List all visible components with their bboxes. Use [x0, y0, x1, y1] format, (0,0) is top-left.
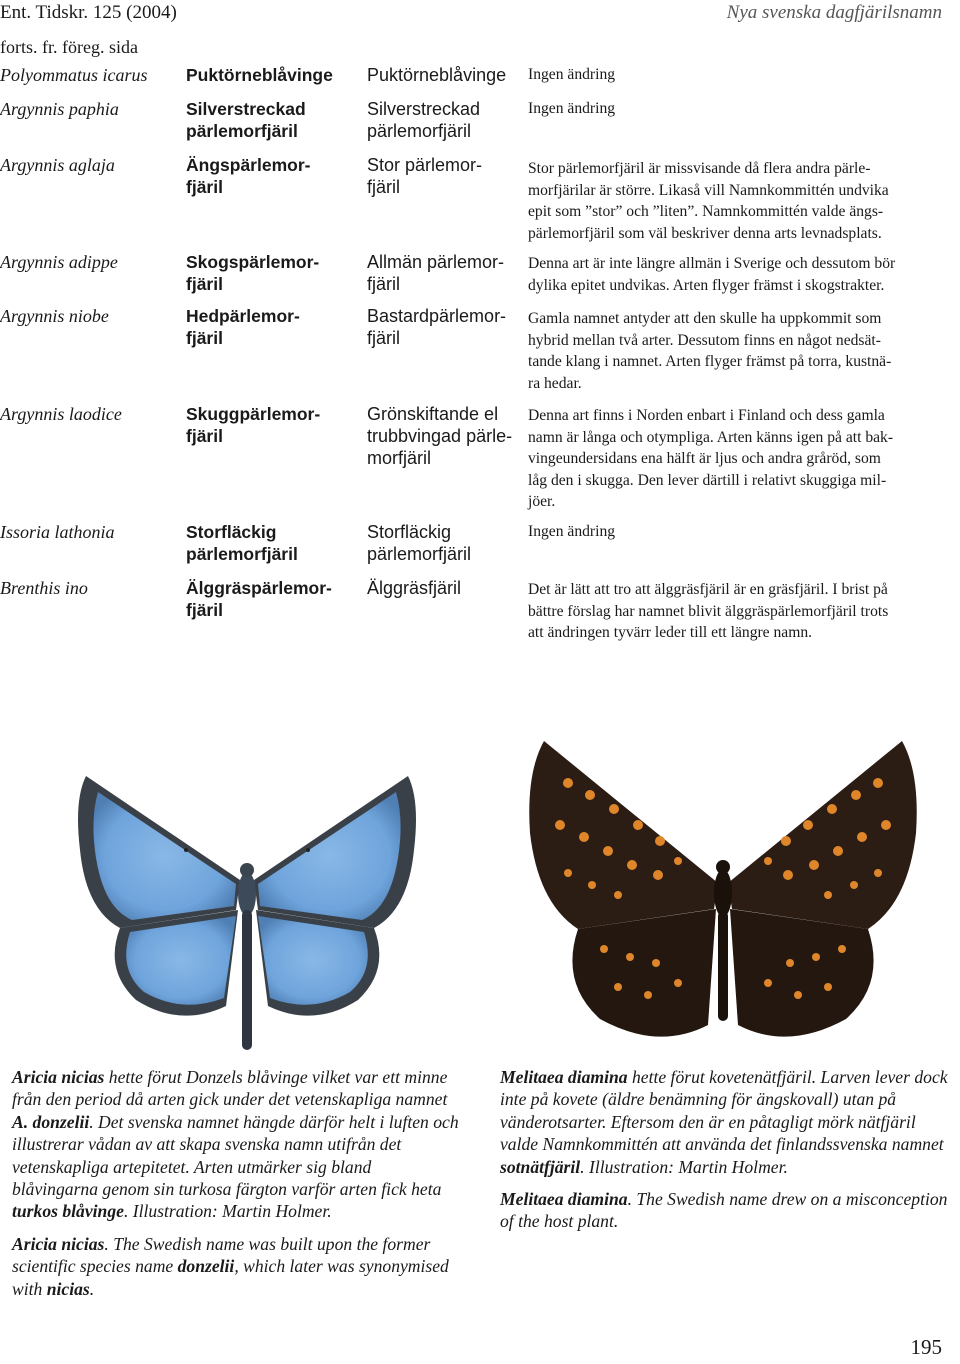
continued-note: forts. fr. föreg. sida: [0, 37, 138, 57]
comment: Denna art är inte längre allmän i Sverige och dessutom bör dylika epitet undvikas. Arten flyger främst i skogstrakter.: [528, 255, 896, 294]
caption-swedish: Aricia nicias hette förut Donzels blåvinge vilket var ett minne från den period då arten gick under det vetenskapliga namnet A. donzelii. Det svenska namnet hängde därför helt i luften och illustrerar vådan av att skapa svenska namn utifrån det vetenskapliga artepitetet. Arten utmärker sig bland blåvingarna genom sin turkosa färgton varför arten fick heta turkos blåvinge. Illustration: Martin Holmer.: [12, 1067, 459, 1222]
scientific-name: Polyommatus icarus: [0, 65, 148, 85]
caption-swedish: Melitaea diamina hette förut kovetenätfjäril. Larven lever dock inte på kovete (äldre benämning för ängskovall) utan på vänderotsarter. Eftersom den är en påtagligt mörk nätfjäril valde Namnkommittén att använda det finlandssvenska namnet sotnätfjäril. Illustration: Martin Holmer.: [500, 1067, 948, 1177]
comment: Stor pärlemorfjäril är missvisande då flera andra pärle- morfjärilar är större. Likaså vill Namnkommittén undvika epit som ”stor” och ”liten”. Namnkommittén valde ängs- pärlemorfjäril som väl beskriver denna arts levnadsplats.: [528, 160, 889, 242]
body: [238, 863, 256, 1050]
new-swedish-name: Skogspärlemor- fjäril: [186, 252, 320, 294]
running-header-left: Ent. Tidskr. 125 (2004): [0, 2, 177, 23]
comment: Ingen ändring: [528, 66, 616, 83]
running-header-right: Nya svenska dagfjärilsnamn: [726, 2, 942, 23]
caption-melitaea-diamina: [500, 1066, 948, 1243]
comment: Det är lätt att tro att älggräsfjäril är en gräsfjäril. I brist på bättre förslag har namnet blivit älggräspärlemorfjäril trots att ändringen tyvärr leder till ett längre namn.: [528, 581, 889, 642]
new-swedish-name: Ängspärlemor- fjäril: [186, 155, 311, 197]
left-forewing: [529, 741, 718, 929]
old-swedish-name: Puktörneblåvinge: [367, 65, 507, 85]
new-swedish-name: Skuggpärlemor- fjäril: [186, 404, 321, 446]
scientific-name: Argynnis adippe: [0, 252, 118, 272]
right-hindwing: [730, 909, 874, 1037]
discal-spot: [306, 848, 310, 852]
discal-spot: [184, 848, 188, 852]
scientific-name: Brenthis ino: [0, 578, 88, 598]
comment: Denna art finns i Norden enbart i Finland och dess gamla namn är långa och otympliga. Arten känns igen på att bak- vingeundersidans ena hälft är ljus och andra gråröd, som låg den i skugga. Den lever därtill i relativt skuggiga mil- jöer.: [528, 407, 894, 511]
caption-english: Melitaea diamina. The Swedish name drew on a misconception of the host plant.: [500, 1189, 948, 1232]
caption-english: Aricia nicias. The Swedish name was built upon the former scientific species name donzelii, which later was synonymised with nicias.: [12, 1233, 449, 1299]
old-swedish-name: Storfläckig pärlemorfjäril: [367, 522, 472, 564]
page-number: 195: [910, 1335, 942, 1359]
caption-aricia-nicias: [12, 1066, 460, 1310]
new-swedish-name: Älggräspärlemor- fjäril: [186, 578, 332, 620]
right-forewing: [728, 741, 917, 929]
old-swedish-name: Älggräsfjäril: [367, 578, 462, 598]
left-forewing: [78, 776, 240, 928]
body: [714, 860, 732, 1021]
old-swedish-name: Grönskiftande el trubbvingad pärle- morfjäril: [367, 404, 513, 468]
scientific-name: Argynnis laodice: [0, 404, 122, 424]
old-swedish-name: Allmän pärlemor- fjäril: [367, 252, 505, 294]
right-forewing: [254, 776, 416, 928]
scientific-name: Argynnis niobe: [0, 306, 109, 326]
left-hindwing: [572, 909, 716, 1037]
scientific-name: Argynnis aglaja: [0, 155, 115, 175]
new-swedish-name: Storfläckig pärlemorfjäril: [186, 522, 298, 564]
new-swedish-name: Puktörneblåvinge: [186, 65, 333, 85]
new-swedish-name: Silverstreckad pärlemorfjäril: [186, 99, 306, 141]
old-swedish-name: Stor pärlemor- fjäril: [367, 155, 483, 197]
scientific-name: Argynnis paphia: [0, 99, 119, 119]
comment: Ingen ändring: [528, 523, 616, 540]
old-swedish-name: Bastardpärlemor- fjäril: [367, 306, 507, 348]
scientific-name: Issoria lathonia: [0, 522, 115, 542]
comment: Gamla namnet antyder att den skulle ha uppkommit som hybrid mellan två arter. Dessutom finns en något nedsät- tande klang i namnet. Arten flyger främst på torra, kustnä- ra hedar.: [528, 310, 892, 392]
new-swedish-name: Hedpärlemor- fjäril: [186, 306, 300, 348]
comment: Ingen ändring: [528, 100, 616, 117]
melitaea-diamina-illustration: [508, 733, 938, 1053]
aricia-nicias-illustration: [40, 760, 455, 1060]
old-swedish-name: Silverstreckad pärlemorfjäril: [367, 99, 481, 141]
